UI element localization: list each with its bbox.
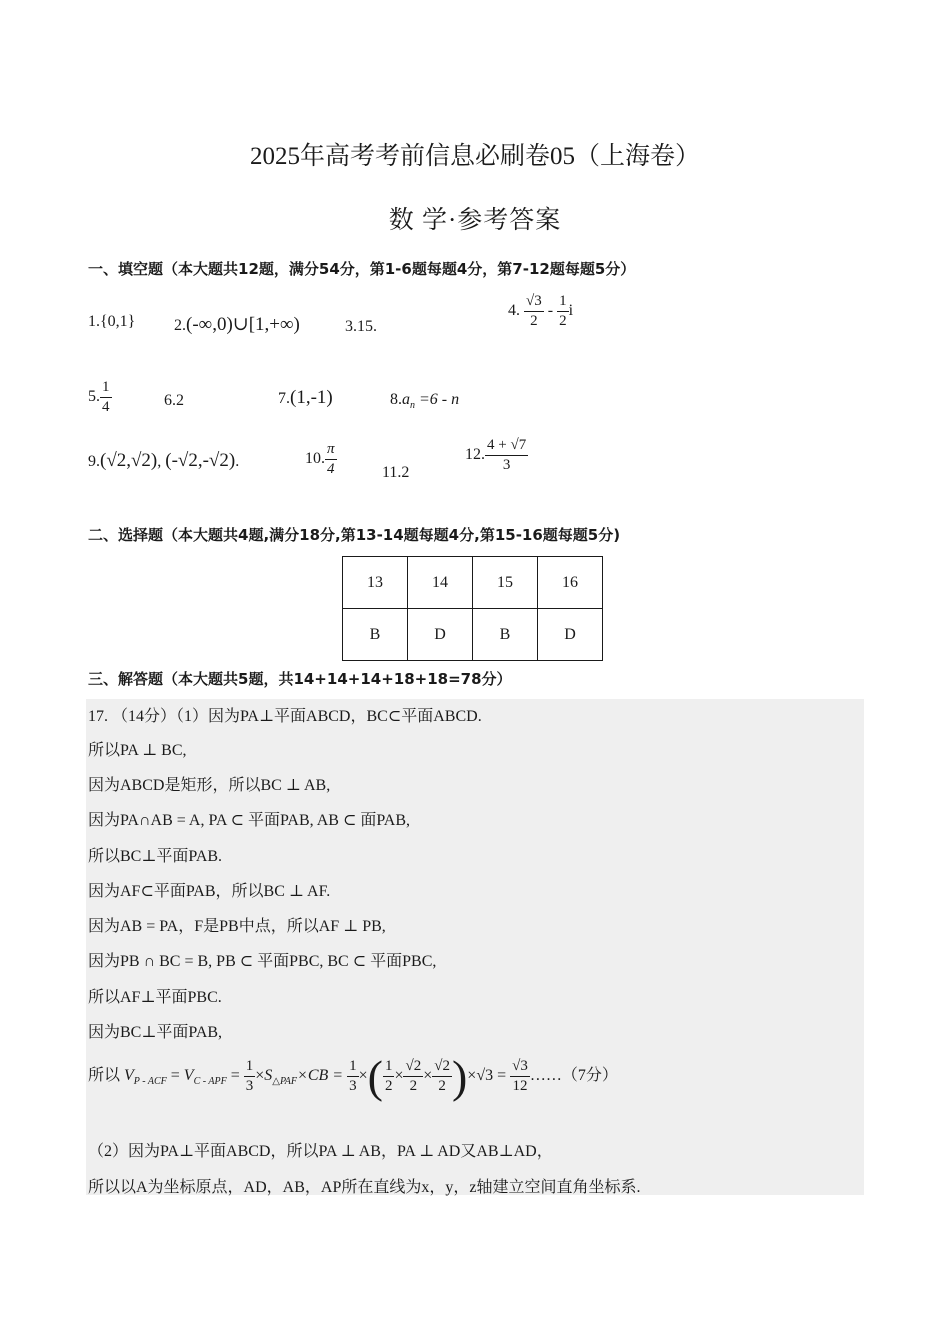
solution-line: 因为BC⊥平面PAB, [88,1024,223,1041]
answer-value: 15. [357,318,377,335]
question-number: 12. [465,445,485,463]
fraction: $\frac{1}{2}$ [384,1058,393,1094]
answer-q4: 4. $\frac{√3}{2}$ - $\frac{1}{2}$ i [508,293,574,329]
choice-answer-table [342,556,603,661]
fraction: $\frac{\pi}{4}$ [327,441,335,477]
answer-q3 [345,318,377,336]
answer-q11 [382,464,409,482]
solution-line: 所以BC⊥平面PAB. [88,848,223,865]
answer-q10 [305,440,337,479]
question-number: 7. [278,390,290,407]
question-number: 1. [88,313,100,330]
answer-q1 [88,313,135,331]
answer-q8: $8.a_n =6 - n$ [390,391,460,411]
question-number: 3. [345,318,357,335]
section-heading-multiple-choice: 二、选择题（本大题共4题,满分18分,第13-14题每题4分,第15-16题每题5分) [88,526,621,544]
fraction-imag-part: $\frac{1}{2}$ [559,293,567,329]
table-cell: B [473,609,538,661]
question-number: 9. [88,453,100,470]
table-cell: 14 [408,557,473,609]
solution-line: 17. （14分）（1）因为PA⊥平面ABCD，BC⊂平面ABCD. [88,708,482,725]
question-number: 2. [174,317,186,334]
fraction: $\frac{√3}{12}$ [512,1058,528,1094]
answer-value: (1,-1) [290,387,333,408]
solution-line: 所以PA ⊥ BC, [88,742,187,759]
fraction: $\frac{1}{3}$ [349,1058,357,1094]
table-row-questions [343,557,603,609]
question-number: 8. [390,391,402,408]
solution-line: 所以AF⊥平面PBC. [88,989,222,1006]
answer-value: 2 [401,464,410,481]
answer-q2 [174,313,300,336]
fraction: $\frac{√2}{2}$ [405,1058,422,1094]
table-cell: D [408,609,473,661]
solution-line: （2）因为PA⊥平面ABCD，所以PA ⊥ AB，PA ⊥ AD又AB⊥AD， [88,1143,553,1160]
fraction-real-part: $\frac{√3}{2}$ [526,293,542,329]
question-number: 6. [164,392,176,409]
fraction: $\frac{√2}{2}$ [434,1058,450,1094]
question-number: 5. [88,387,100,405]
answer-q7 [278,387,333,409]
answer-value: 2 [176,392,184,409]
table-cell: B [343,609,408,661]
table-cell: 16 [538,557,603,609]
solution-line: 因为AB = PA，F是PB中点，所以AF ⊥ PB, [88,918,386,935]
answer-q6 [164,392,184,410]
fraction: $\frac{1}{4}$ [102,379,110,415]
solution-line: 因为PA∩AB = A, PA ⊂ 平面PAB, AB ⊂ 面PAB, [88,812,411,829]
fraction: $\frac{1}{3}$ [245,1058,254,1094]
volume-formula-line: 所以 $V_{P - ACF} = V_{C - APF}$ = $\frac{1}{3}$ $\times S_{\triangle PAF}\times CB$ = $\frac{1}{3}$ ×( $\frac{1}{2}$ × $\frac{√2}{2}$ × $\frac{√2}{2}$ )×√3 = $\frac{√3}{12}$ ……（7分） [88,1051,618,1102]
answer-value: (-∞,0)∪[1,+∞) [186,314,300,335]
table-cell: 13 [343,557,408,609]
answer-value: {0,1} [100,313,136,330]
answer-q12 [465,436,528,475]
answer-q9: 9.(√2,√2), (-√2,-√2). [88,450,240,471]
section-heading-solutions: 三、解答题（本大题共5题，共14+14+14+18+18=78分） [88,670,512,688]
section-heading-fill-in: 一、填空题（本大题共12题，满分54分，第1-6题每题4分，第7-12题每题5分） [88,260,636,278]
solution-line: 所以以A为坐标原点，AD，AB，AP所在直线为x，y，z轴建立空间直角坐标系. [88,1179,641,1196]
document-title: 2025年高考考前信息必刷卷05（上海卷） [249,143,700,170]
table-cell: D [538,609,603,661]
question-number: 10. [305,449,325,467]
table-cell: 15 [473,557,538,609]
answer-q5 [88,378,112,417]
question-number: 4. [508,301,520,319]
table-row-answers [343,609,603,661]
document-subtitle: 数 学·参考答案 [388,207,562,234]
fraction: $\frac{4 + √7}{3}$ [487,437,527,473]
solution-line: 因为AF⊂平面PAB，所以BC ⊥ AF. [88,883,331,900]
solution-line: 因为PB ∩ BC = B, PB ⊂ 平面PBC, BC ⊂ 平面PBC, [88,953,437,970]
solution-line: 因为ABCD是矩形，所以BC ⊥ AB, [88,777,331,794]
question-number: 11. [382,464,402,481]
